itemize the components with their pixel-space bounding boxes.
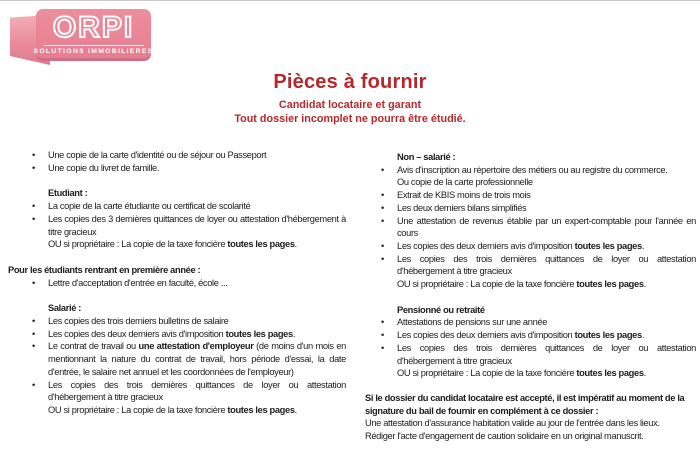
text-run: (de moins d'un mois en mentionnant la nature du contrat de travail, hors période d'essai, la date d'entrée, le salaire net annuel et les coordonnées de l'employeur) — [48, 341, 346, 377]
text-run: Non – salarié : — [397, 152, 456, 162]
continuation-line — [397, 278, 696, 291]
subtitle-audience: Candidat locataire et garant — [278, 99, 422, 111]
text-run: Une attestation de revenus établie par un expert-comptable pour l'année en cours — [397, 215, 696, 239]
list-item — [365, 316, 696, 329]
bold-text-run: toutes les pages — [576, 368, 644, 379]
text-run: Etudiant : — [48, 188, 88, 199]
text-run: Une copie de la carte d'identité ou de séjour ou Passeport — [48, 150, 267, 160]
text-run: Lettre d'acceptation d'entrée en faculté, école ... — [48, 277, 228, 288]
list-item — [8, 379, 346, 417]
text-run: . — [641, 330, 645, 341]
continuation-line — [397, 176, 696, 189]
text-run: . — [643, 368, 646, 379]
text-run: Les copies des deux derniers avis d'imposition — [48, 328, 226, 339]
list-item — [365, 202, 696, 215]
list-item — [365, 329, 696, 342]
subtitle-warning: Tout dossier incomplet ne pourra être étudié. — [234, 113, 466, 125]
text-run: Avis d'inscription au répertoire des métiers ou au registre du commerce. — [397, 164, 668, 175]
orpi-logo — [10, 7, 154, 64]
text-run: OU si propriétaire : La copie de la taxe foncière — [397, 368, 577, 379]
text-run: Les copies des deux derniers avis d'imposition — [397, 330, 575, 341]
list-item — [8, 213, 346, 251]
bold-text-run: toutes les pages — [227, 404, 295, 415]
text-run: Les copies des trois derniers bulletins de salaire — [48, 316, 229, 327]
text-run: . — [292, 328, 296, 339]
text-run: Attestations de pensions sur une année — [397, 317, 548, 328]
bold-text-run: toutes les pages — [574, 240, 642, 251]
text-run: . — [643, 279, 646, 290]
bold-text-run: toutes les pages — [574, 330, 642, 341]
note-line — [365, 392, 696, 417]
list-item — [365, 342, 696, 380]
text-run: OU si propriétaire : La copie de la taxe foncière — [48, 404, 228, 415]
text-run: . — [294, 404, 297, 415]
continuation-line — [48, 404, 346, 417]
bold-text-run: toutes les pages — [576, 279, 644, 290]
list-item — [8, 277, 346, 290]
bullet-list — [365, 316, 696, 380]
page-title: Pièces à fournir — [273, 71, 427, 93]
bold-text-run: Si le dossier du candidat locataire est accepté, il est impératif au moment de la signature du bail de fournir en complément à ce dossier : — [365, 392, 685, 416]
document-header — [0, 71, 700, 125]
text-run: Les copies des trois dernières quittances de loyer ou attestation d'hébergement à titre gracieux — [397, 342, 696, 366]
bullet-list — [8, 315, 346, 417]
continuation-line — [397, 367, 696, 380]
text-run: . — [641, 240, 645, 251]
text-run: La copie de la carte étudiante ou certificat de scolarité — [48, 201, 251, 212]
logo-banner — [33, 9, 154, 61]
logo-divider-line — [44, 45, 144, 46]
list-item — [8, 200, 346, 213]
text-run: Ou copie de la carte professionnelle — [397, 177, 533, 188]
text-run: Une attestation d'assurance habitation valide au jour de l'entrée dans les lieux. — [365, 418, 660, 429]
text-run: Pensionné ou retraité — [397, 304, 485, 315]
text-run: Pour les étudiants rentrant en première année : — [8, 264, 201, 275]
page-top-border — [0, 0, 700, 1]
list-item — [365, 253, 696, 291]
text-run: Les deux derniers bilans simplifiés — [397, 202, 527, 213]
text-run: OU si propriétaire : La copie de la taxe foncière — [397, 279, 577, 290]
text-run: Les copies des deux derniers avis d'imposition — [397, 240, 575, 251]
text-run: . — [294, 239, 297, 250]
text-run: Les copies des trois dernières quittances de loyer ou attestation d'hébergement à titre gracieux — [397, 253, 696, 277]
continuation-line — [48, 238, 346, 251]
text-run: Rédiger l'acte d'engagement de caution solidaire en un original manuscrit. — [365, 431, 644, 442]
note-line — [365, 417, 696, 430]
text-run: Salarié : — [48, 303, 82, 314]
list-item — [8, 149, 346, 162]
bullet-list — [8, 200, 346, 251]
bullet-list — [365, 164, 696, 291]
text-run: Les copies des trois dernières quittances de loyer ou attestation d'hébergement à titre gracieux — [48, 379, 346, 403]
section-heading — [365, 304, 696, 317]
logo-tagline: SOLUTIONS IMMOBILIERES — [33, 48, 154, 55]
closing-note — [365, 392, 696, 443]
orpi-brand-text: ORPI — [52, 11, 135, 44]
bold-text-run: toutes les pages — [227, 239, 295, 250]
text-run: Extrait de KBIS moins de trois mois — [397, 190, 531, 201]
list-item — [8, 340, 346, 378]
note-line — [365, 430, 696, 443]
list-item — [8, 328, 346, 341]
left-column — [8, 149, 346, 417]
bold-text-run: toutes les pages — [225, 328, 293, 339]
right-column — [365, 151, 696, 443]
text-run: Le contrat de travail ou — [48, 341, 139, 352]
section-heading — [8, 187, 346, 200]
list-item — [365, 240, 696, 253]
text-run: Une copie du livret de famille. — [48, 162, 160, 173]
list-item — [365, 189, 696, 202]
text-run: OU si propriétaire : La copie de la taxe foncière — [48, 239, 228, 250]
list-item — [365, 215, 696, 240]
list-item — [365, 164, 696, 189]
bullet-list — [8, 277, 346, 290]
text-run: Les copies des 3 dernières quittances de loyer ou attestation d'hébergement à titre gracieux — [48, 213, 346, 237]
bold-text-run: une attestation d'employeur — [138, 341, 254, 352]
section-heading — [365, 151, 696, 164]
section-heading-flush — [8, 264, 346, 277]
bullet-list — [8, 149, 346, 174]
section-heading — [8, 302, 346, 315]
list-item — [8, 162, 346, 175]
list-item — [8, 315, 346, 328]
